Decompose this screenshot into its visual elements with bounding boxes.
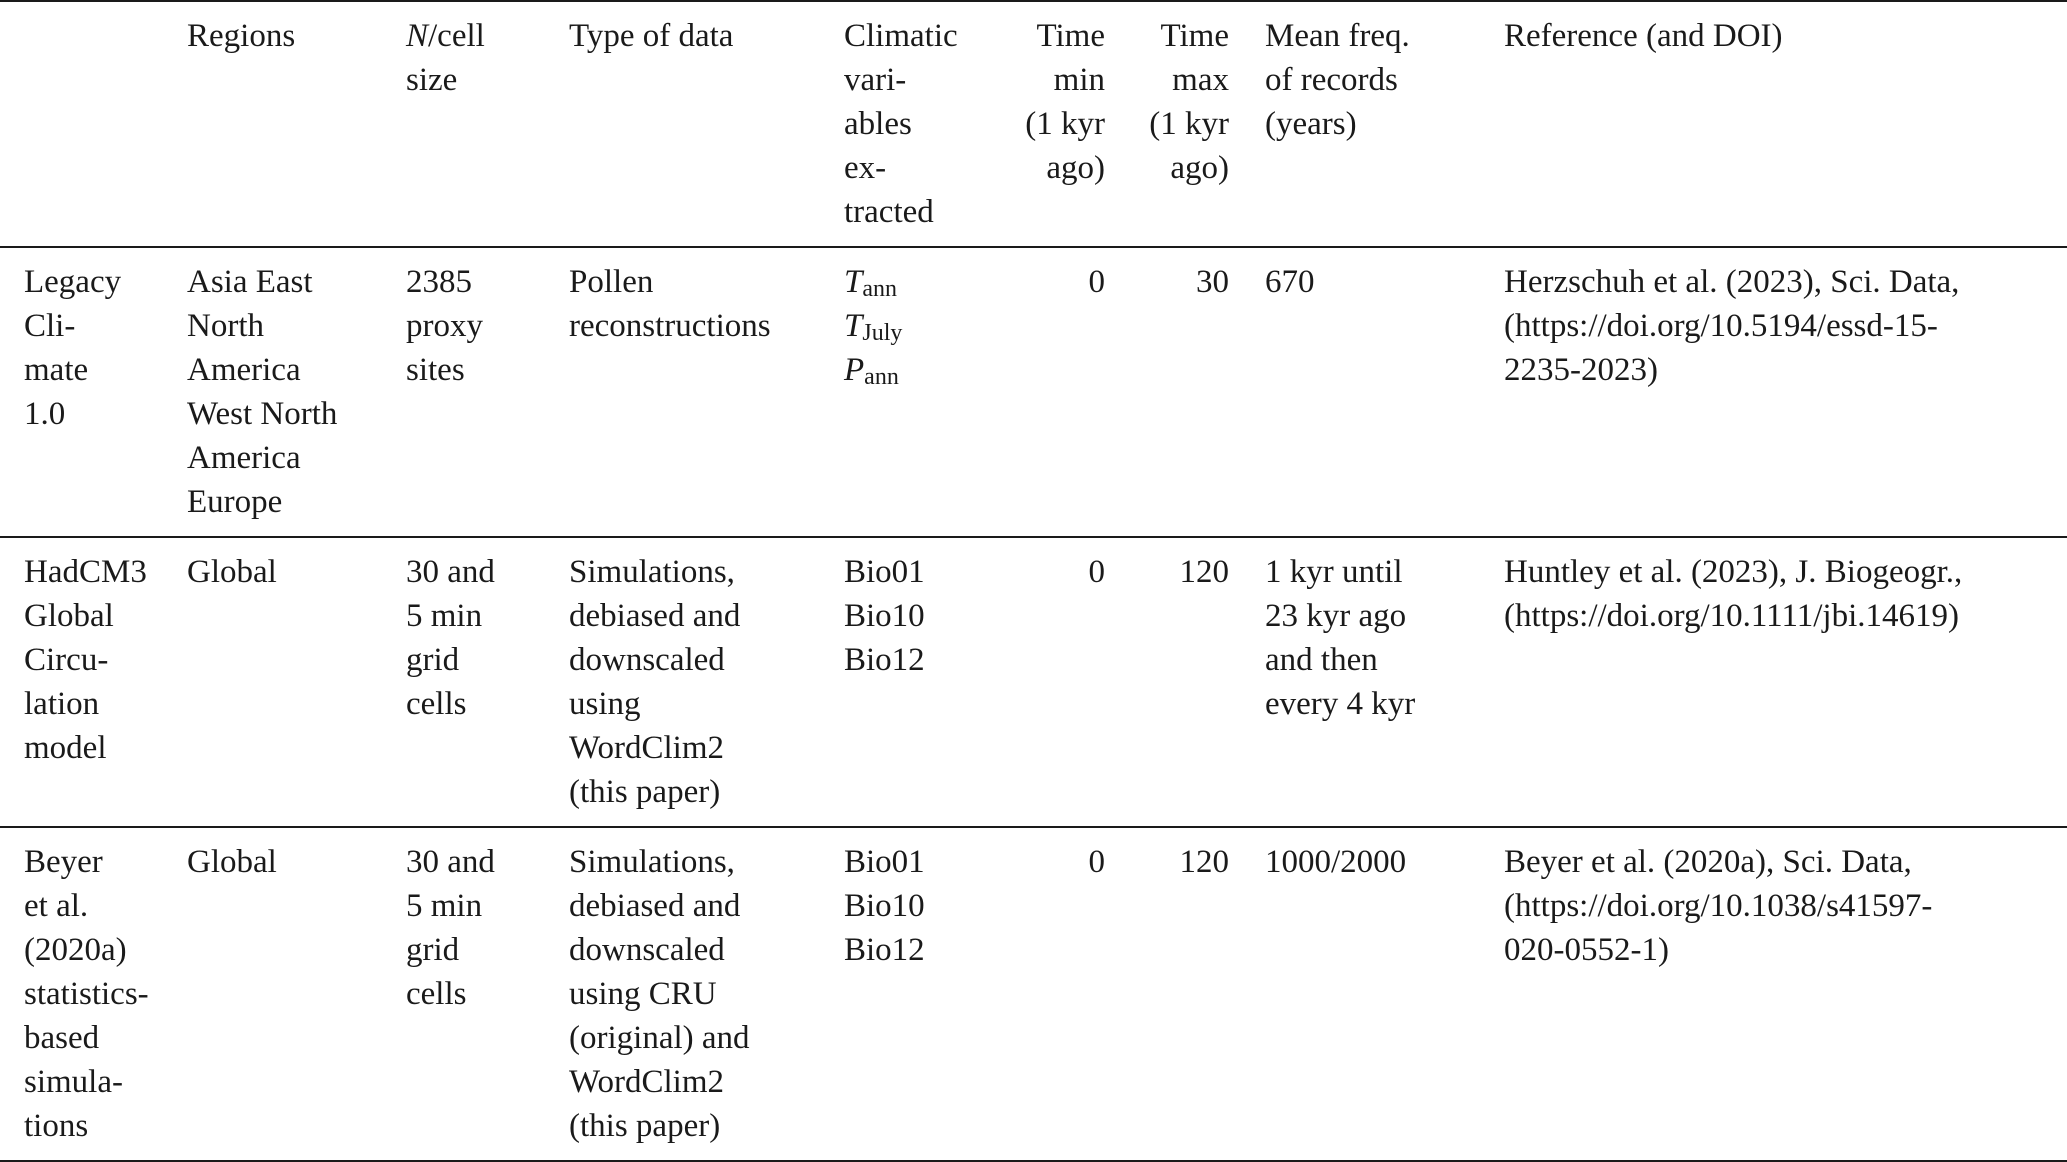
cell-name: HadCM3 Global Circu- lation model xyxy=(24,554,147,766)
header-reference: Reference (and DOI) xyxy=(1504,18,1783,54)
cell-time-min: 0 xyxy=(1088,844,1105,880)
cell-climatic-variables: $T_{ann}$ $T_{July}$ $P_{ann}$ xyxy=(844,264,903,390)
cell-time-max: 30 xyxy=(1196,264,1229,300)
header-type-of-data: Type of data xyxy=(569,18,734,54)
cell-time-max: 120 xyxy=(1179,554,1229,590)
cell-mean-freq: 1000/2000 xyxy=(1265,844,1407,880)
cell-mean-freq: 1 kyr until 23 kyr ago and then every 4 kyr xyxy=(1265,554,1416,722)
cell-climatic-variables: Bio01 Bio10 Bio12 xyxy=(844,844,925,968)
cell-time-min: 0 xyxy=(1088,264,1105,300)
header-name xyxy=(0,1,187,247)
cell-name: Legacy Cli- mate 1.0 xyxy=(24,264,122,432)
header-climatic-variables: Climatic vari- ables ex- tracted xyxy=(844,18,958,230)
cell-time-max: 120 xyxy=(1179,844,1229,880)
cell-mean-freq: 670 xyxy=(1265,264,1315,300)
header-regions: Regions xyxy=(187,18,296,54)
cell-regions: Global xyxy=(187,844,277,880)
table-row xyxy=(0,827,2067,1161)
cell-reference: Herzschuh et al. (2023), Sci. Data, (https://doi.org/10.5194/essd-15- 2235-2023) xyxy=(1504,264,1960,388)
cell-n-cell-size: 30 and 5 min grid cells xyxy=(406,844,495,1012)
table-row xyxy=(0,537,2067,827)
cell-type-of-data: Pollen reconstructions xyxy=(569,264,771,344)
cell-type-of-data: Simulations, debiased and downscaled using CRU (original) and WordClim2 (this paper) xyxy=(569,844,750,1144)
cell-name: Beyer et al. (2020a) statistics- based simula- tions xyxy=(24,844,149,1144)
header-n-cell-size: N/cell size xyxy=(406,18,485,98)
header-time-min: Time min (1 kyr ago) xyxy=(1025,18,1105,186)
header-mean-freq: Mean freq. of records (years) xyxy=(1265,18,1410,142)
cell-reference: Huntley et al. (2023), J. Biogeogr., (https://doi.org/10.1111/jbi.14619) xyxy=(1504,554,1963,634)
header-row xyxy=(0,1,2067,247)
table-row xyxy=(0,247,2067,537)
cell-type-of-data: Simulations, debiased and downscaled using WordClim2 (this paper) xyxy=(569,554,741,810)
cell-reference: Beyer et al. (2020a), Sci. Data, (https://doi.org/10.1038/s41597- 020-0552-1) xyxy=(1504,844,1933,968)
cell-regions: Global xyxy=(187,554,277,590)
cell-climatic-variables: Bio01 Bio10 Bio12 xyxy=(844,554,925,678)
cell-n-cell-size: 30 and 5 min grid cells xyxy=(406,554,495,722)
header-time-max: Time max (1 kyr ago) xyxy=(1149,18,1229,186)
cell-n-cell-size: 2385 proxy sites xyxy=(406,264,483,388)
cell-regions: Asia East North America West North America Europe xyxy=(187,264,338,520)
cell-time-min: 0 xyxy=(1088,554,1105,590)
